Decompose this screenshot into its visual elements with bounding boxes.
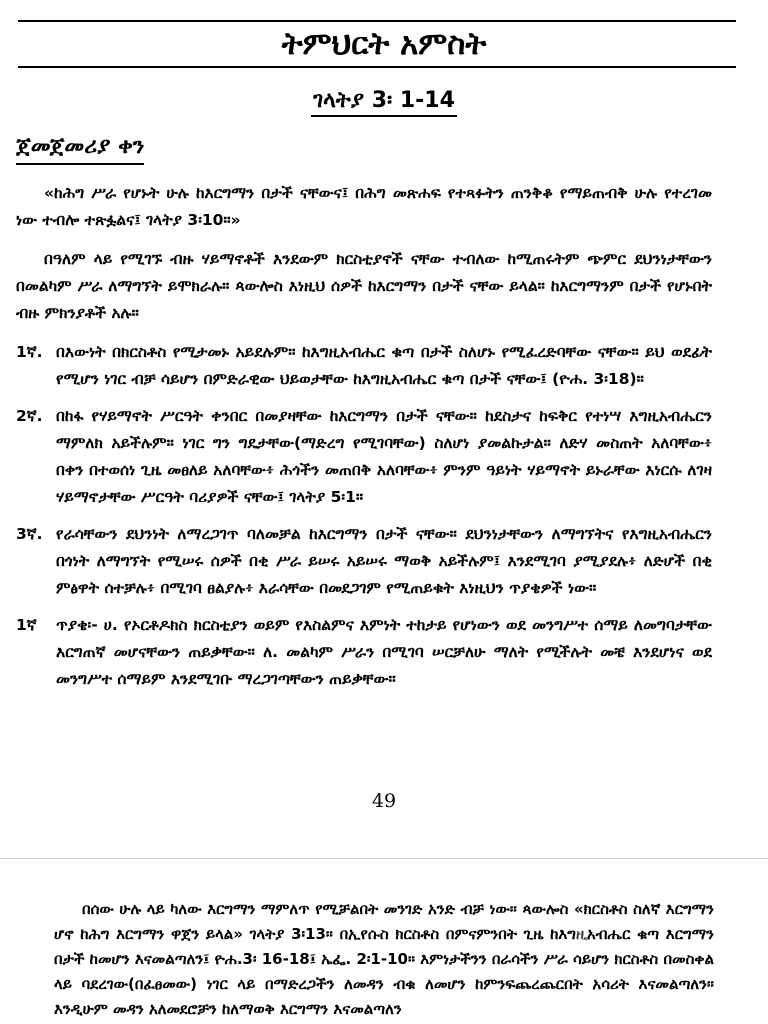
intro-paragraph: በዓለም ላይ የሚገኙ ብዙ ሃይማኖቶች እንደውም ክርስቲያኖች ናቸው ተብለው ከሚጠሩትም ጭምር ደህንነታቸውን በመልካም ሥራ ለማግኘት ይሞክራሉ። ጳውሎስ እነዚህ ሰዎች ከእርግማን በታች ናቸው ይላል። ከእርግማንም በታች የሆኑበት ብዙ ምክንያቶች አሉ።	[16, 250, 712, 322]
list-item-number: 1ኛ.	[16, 343, 43, 361]
question-number: 1ኛ	[16, 616, 37, 634]
day-heading: ጀመጀመሪያ ቀን	[16, 132, 144, 165]
title-bottom-rule	[18, 66, 736, 68]
scripture-reference-text: ገላትያ 3፡ 1-14	[311, 88, 457, 117]
list-item-number: 3ኛ.	[16, 525, 43, 543]
question-item	[16, 612, 712, 693]
scripture-reference	[0, 86, 768, 116]
question-text: ጥያቄ፡- ሀ. የኦርቶዶክስ ክርስቲያን ወይም የእስልምና እምነት ተከታይ የሆነውን ወደ መንግሥተ ሰማይ ለመግባታቸው እርግጠኛ መሆናቸውን ጠይቃቸው። ለ. መልካም ሥራን በሚገባ ሠርቻለሁ ማለት የሚችሉት መቼ እንደሆነና ወደ መንግሥተ ሰማይም እንደሚገቡ ማረጋገጣቸውን ጠይቃቸው።	[56, 616, 712, 688]
next-page-paragraph: በሰው ሁሉ ላይ ካለው እርግማን ማምለጥ የሚቻልበት መንገድ አንድ ብቻ ነው። ጳውሎስ «ክርስቶስ ስለኛ እርግማን ሆኖ ከሕግ እርግማን ዋጀን ይላል» ገላትያ 3፡13። በኢየሱስ ክርስቶስ በምናምንበት ጊዜ ከእግዚአብሔር ቁጣ እርግማን በታች ከመሆን እናመልጣለን፤ ዮሐ.3፡ 16-18፤ ኤፌ. 2፡1-10። እምነታችንን በራሳችን ሥራ ሳይሆን ክርስቶስ በመስቀል ላይ ባደረገው(በፈፀመው) ነገር ላይ በማድረጋችን ለመዳን ብቁ ለመሆን ከምንፍጨረጨርበት አሳሪት እናመልጣለን። እንዲሁም መዳን አለመደሮቻን ከለማወቅ እርግማን እናመልጣለን	[54, 900, 714, 1018]
list-item-number: 2ኛ.	[16, 407, 43, 425]
quote-paragraph: «ከሕግ ሥራ የሆኑት ሁሉ ከእርግማን በታች ናቸውና፤ በሕግ መጽሐፍ የተጻፉትን ጠንቅቆ የማይጠብቅ ሁሉ የተረገመ ነው ተብሎ ተጽፏልና፤ ገላትያ 3፡10።»	[16, 184, 712, 229]
list-item-text: የራሳቸውን ደህንነት ለማረጋገጥ ባለመቻል ከእርግማን በታች ናቸው። ደህንነታቸውን ለማግኘትና የእግዚአብሔርን በጎነት ለማግኘት የሚሠሩ ሰዎች በቂ ሥራ ይሠሩ አይሠሩ ማወቅ አይችሉም፤ እንደሚገባ ያሚያደሉ፥ ለድሆች በቂ ምፅዋት ሰተቻሉ፥ በሚገባ ፀልያሉ፥ እራሳቸው በመደጋገም የሚጠይቁት እነዚህን ጥያቄዎች ነው።	[56, 525, 712, 597]
list-item	[16, 403, 712, 511]
page-separator	[0, 858, 768, 859]
lesson-body	[16, 180, 712, 703]
page-number: 49	[371, 790, 397, 812]
list-item-text: በከፋ የሃይማኖት ሥርዓት ቀንበር በመያዛቸው ከእርግማን በታች ናቸው። ከደስታና ከፍቅር የተነሣ እግዚአብሔርን ማምለክ አይችሉም። ነገር ግን ግዴታቸው(ማድረግ የሚገባቸው) ስለሆነ ያመልኩታል። ለድሃ መስጠት አለባቸው፥ በቀን በተወሰነ ጊዜ መፀለይ አለባቸው፥ ሕጎችን መጠበቅ አለባቸው፥ ምንም ዓይነት ሃይማኖት ይኑራቸው እነርሱ ለገዛ ሃይማኖታቸው ሥርዓት ባሪያዎች ናቸው፤ ገላትያ 5፡1።	[56, 407, 712, 506]
list-item	[16, 521, 712, 602]
list-item-text: በእውነት በክርስቶስ የሚታመኑ አይደሉም። ከእግዚአብሔር ቁጣ በታች ስለሆኑ የሚፈረድባቸው ናቸው። ይህ ወደፊት የሚሆን ነገር ብቻ ሳይሆን በምድራዊው ህይወታቸው ከእግዚአብሔር ቁጣ በታች ናቸው፤ (ዮሐ. 3፡18)።	[56, 343, 712, 388]
list-item	[16, 339, 712, 393]
next-page	[0, 878, 768, 1024]
lesson-title: ትምህርት አምስት	[281, 26, 487, 62]
